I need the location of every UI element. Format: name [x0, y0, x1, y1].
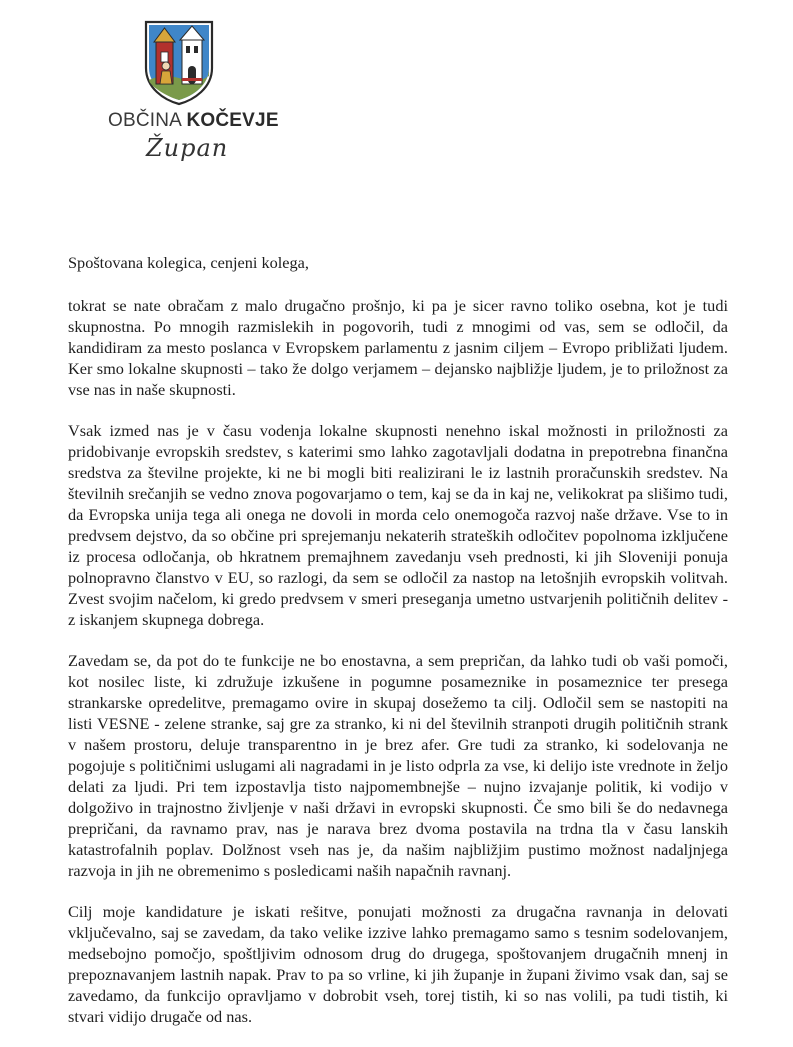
paragraph-4: Cilj moje kandidature je iskati rešitve, ponujati možnosti za drugačna ravnanja in delovati vključevalno, saj se zavedam, da tako velike izzive lahko premagamo samo s tesnim sodelovanjem, medsebojno pomočjo, spoštljivim odnosom drug do drugega, spoštovanjem drugačnih mnenj in prepoznavanjem lastnih napak. Prav to pa so vrline, ki jih županje in župani živimo vsak dan, saj se zavedamo, da funkcijo opravljamo v dobrobit vseh, torej tistih, ki so nas volili, pa tudi tistih, ki stvari vidijo drugače od nas.: [68, 902, 728, 1026]
paragraph-2: Vsak izmed nas je v času vodenja lokalne skupnosti nenehno iskal možnosti in priložnosti za pridobivanje evropskih sredstev, s katerimi smo lahko zagotavljali dodatna in prepotrebna finančna sredstva za številne projekte, ki ne bi mogli biti realizirani le iz lastnih proračunskih sredstev. Na številnih srečanjih se vedno znova pogovarjamo o tem, kaj se da in kaj ne, velikokrat pa slišimo tudi, da Evropska unija tega ali onega ne dovoli in morda celo onemogoča razvoj naše države. Vse to in predvsem dejstvo, da so občine pri sprejemanju nekaterih strateških odločitev popolnoma izključene iz procesa odločanja, ob hkratnem premajhnem zavedanju vseh prednosti, ki jih Sloveniji ponuja polnopravno članstvo v EU, so razlogi, da sem se odločil za nastop na letošnjih evropskih volitvah. Zvest svojim načelom, ki gredo predvsem v smeri preseganja umetno ustvarjenih političnih delitev - z iskanjem skupnega dobrega.: [68, 421, 728, 629]
role-signature: Župan: [146, 134, 229, 162]
letter-body: [68, 252, 728, 1047]
letterhead: [0, 0, 380, 200]
municipality-name: [108, 110, 279, 132]
paragraph-1: tokrat se nate obračam z malo drugačno prošnjo, ki pa je sicer ravno toliko osebna, kot je tudi skupnostna. Po mnogih razmislekih in pogovorih, tudi z mnogimi od vas, sem se odločil, da kandidiram za mesto poslanca v Evropskem parlamentu z jasnim ciljem – Evropo približati ljudem. Ker smo lokalne skupnosti – tako že dolgo verjamem – dejansko najbližje ljudem, je to priložnost za vse nas in naše skupnosti.: [68, 296, 728, 399]
salutation: Spoštovana kolegica, cenjeni kolega,: [68, 253, 309, 272]
paragraph-3: Zavedam se, da pot do te funkcije ne bo enostavna, a sem prepričan, da lahko tudi ob vaši pomoči, kot nosilec liste, ki združuje izkušene in pogumne posameznike in posameznice ter presega strankarske opredelitve, premagamo ovire in skupaj dosežemo ta cilj. Odločil sem se nastopiti na listi VESNE - zelene stranke, saj gre za stranko, ki ni del številnih stranpoti drugih političnih strank v našem prostoru, deluje transparentno in je brez afer. Gre tudi za stranko, ki sodelovanja ne pogojuje s političnimi uslugami ali nagradami in je listo odprla za vse, ki delijo iste vrednote in željo delati za ljudi. Pri tem izpostavlja tisto najpomembnejše – nujno izvajanje politik, ki vodijo v dolgoživo in trajnostno življenje v naši državi in evropski skupnosti. Če smo bili še do nedavnega prepričani, da ravnamo prav, nas je narava brez dvoma postavila na trdna tla v času lanskih katastrofalnih poplav. Dolžnost vseh nas je, da našim najbližjim pustimo možnost nadaljnjega razvoja in jih ne obremenimo s posledicami naših napačnih ravnanj.: [68, 651, 728, 880]
coat-of-arms-icon: [142, 18, 216, 106]
municipality-prefix: OBČINA: [108, 110, 187, 131]
municipality-name-bold: KOČEVJE: [186, 110, 279, 131]
